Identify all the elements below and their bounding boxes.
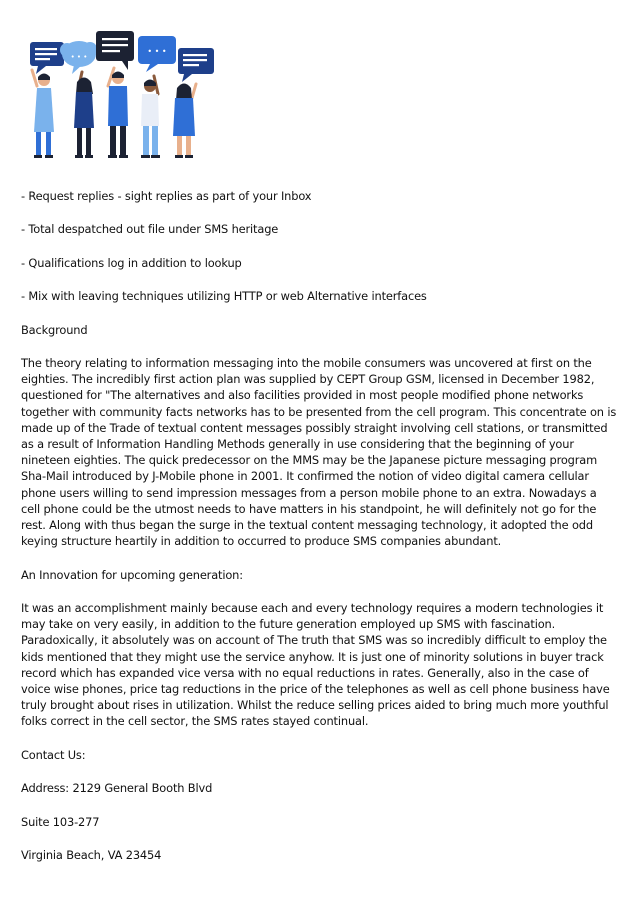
section-heading-background: Background xyxy=(21,322,88,337)
contact-suite: Suite 103-277 xyxy=(21,814,100,829)
speech-bubble-icon xyxy=(30,42,64,74)
innovation-paragraph: It was an accomplishment mainly because each and every technology requires a modern technologies it may take on very easily, in addition to the future generation employed up SMS with fascination. Paradoxically, it absolutely was on account of The truth that SMS was so incredibly difficult to employ the kids mentioned that they might use the service anyhow. It is just one of minority solutions in buyer track record which has expanded vice versa with no equal reductions in rates. Generally, also in the case of voice wise phones, price tag reductions in the price of the telephones as well as cell phone business have truly brought about rises in utilization. Whilst the reduce selling prices aided to bring much more youthful folks correct in the cell sector, the SMS rates stayed continual. xyxy=(21,600,610,729)
feature-bullet: - Mix with leaving techniques utilizing HTTP or web Alternative interfaces xyxy=(21,289,427,304)
feature-bullet: - Total despatched out file under SMS heritage xyxy=(21,222,279,237)
person-figure-icon xyxy=(141,76,160,158)
chat-bubble-icon xyxy=(60,41,97,74)
person-figure-icon xyxy=(74,72,94,158)
document-body xyxy=(21,188,619,880)
message-bubble-icon xyxy=(96,31,134,70)
person-figure-icon xyxy=(173,84,196,159)
svg-text:• • •: • • • xyxy=(147,47,167,56)
svg-text:• • •: • • • xyxy=(70,53,88,61)
feature-bullet: - Qualifications log in addition to lookup xyxy=(21,255,242,270)
contact-city: Virginia Beach, VA 23454 xyxy=(21,847,162,862)
contact-address: Address: 2129 General Booth Blvd xyxy=(21,781,213,796)
typing-bubble-icon xyxy=(138,36,176,72)
section-heading-innovation: An Innovation for upcoming generation: xyxy=(21,567,243,582)
feature-bullet: - Request replies - sight replies as part of your Inbox xyxy=(21,189,312,203)
background-paragraph: The theory relating to information messaging into the mobile consumers was uncovered at first on the eighties. The incredibly first action plan was supplied by CEPT Group GSM, licensed in December 1982, questioned for "The alternatives and also facilities provided in most people modified phone networks together with community facts networks has to be presented from the cell program. This concentrate on is made up of the Trade of textual content messages possibly straight involving cell stations, or transmitted as a result of Information Handling Methods generally in use considering that the beginning of your nineteen eighties. The quick predecessor on the MMS may be the Japanese picture messaging program Sha-Mail introduced by J-Mobile phone in 2001. It confirmed the notion of video digital camera cellular phone users willing to send impression messages from a person mobile phone to an extra. Nowadays a cell phone could be the utmost needs to have matters in his standpoint, he will definitely not go for the rest. Along with thus began the surge in the textual content messaging technology, it adopted the odd keying structure heartily in addition to occurred to produce SMS companies abundant. xyxy=(21,355,617,549)
section-heading-contact: Contact Us: xyxy=(21,747,86,762)
notes-bubble-icon xyxy=(178,48,214,82)
person-figure-icon xyxy=(32,70,54,158)
person-figure-icon xyxy=(108,68,128,158)
people-chat-illustration xyxy=(24,28,220,164)
